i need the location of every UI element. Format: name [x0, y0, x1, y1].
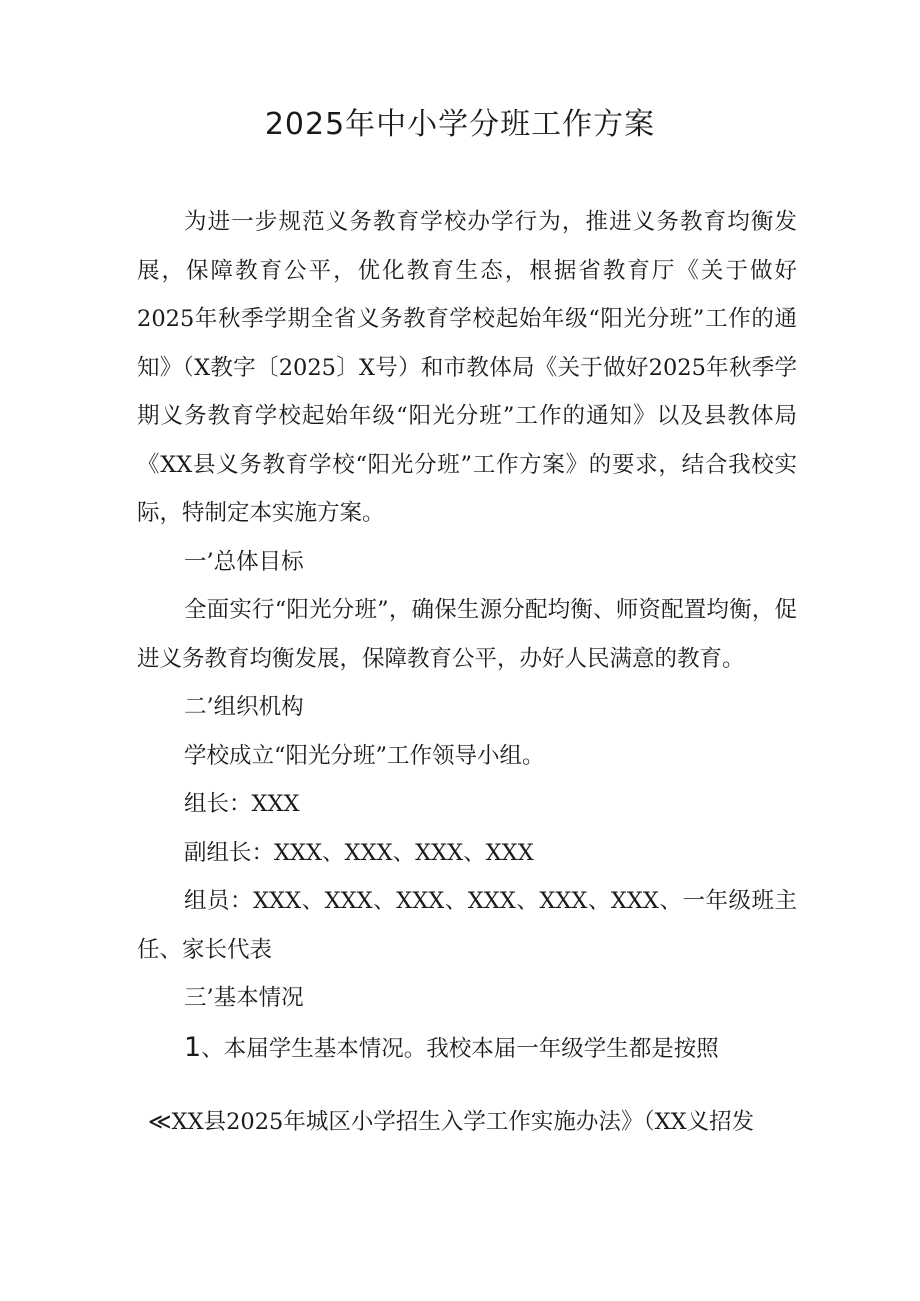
leader-line: 组长：XXX	[184, 791, 300, 817]
document-body	[137, 198, 797, 1023]
section1-heading: 一’总体目标	[184, 548, 304, 575]
document-title: 2025年中小学分班工作方案	[264, 107, 656, 142]
deputy-line: 副组长：XXX、XXX、XXX、XXX	[184, 839, 534, 866]
item1-number: 1	[184, 1032, 202, 1063]
section1-paragraph: 全面实行“阳光分班”，确保生源分配均衡、师资配置均衡，促进义务教育均衡发展，保障教育公平，办好人民满意的教育。	[137, 597, 797, 672]
item1-text: 、本届学生基本情况。我校本届一年级学生都是按照	[201, 1036, 719, 1062]
item1-line	[184, 1033, 719, 1064]
intro-paragraph: 为进一步规范义务教育学校办学行为，推进义务教育均衡发展，保障教育公平，优化教育生态，根据省教育厅《关于做好2025年秋季学期全省义务教育学校起始年级“阳光分班”工作的通知》（X教字〔2025〕X号）和市教体局《关于做好2025年秋季学期义务教育学校起始年级“阳光分班”工作的通知》以及县教体局《XX县义务教育学校“阳光分班”工作方案》的要求，结合我校实际，特制定本实施方案。	[137, 209, 797, 526]
section3-heading: 三’基本情况	[184, 985, 304, 1011]
last-line: ≪XX县2025年城区小学招生入学工作实施办法》（XX义招发	[148, 1109, 755, 1135]
members-paragraph: 组员：XXX、XXX、XXX、XXX、XXX、XXX、一年级班主任、家长代表	[137, 888, 797, 963]
section2-heading: 二’组织机构	[184, 694, 304, 720]
section2-paragraph: 学校成立“阳光分班”工作领导小组。	[184, 742, 545, 769]
